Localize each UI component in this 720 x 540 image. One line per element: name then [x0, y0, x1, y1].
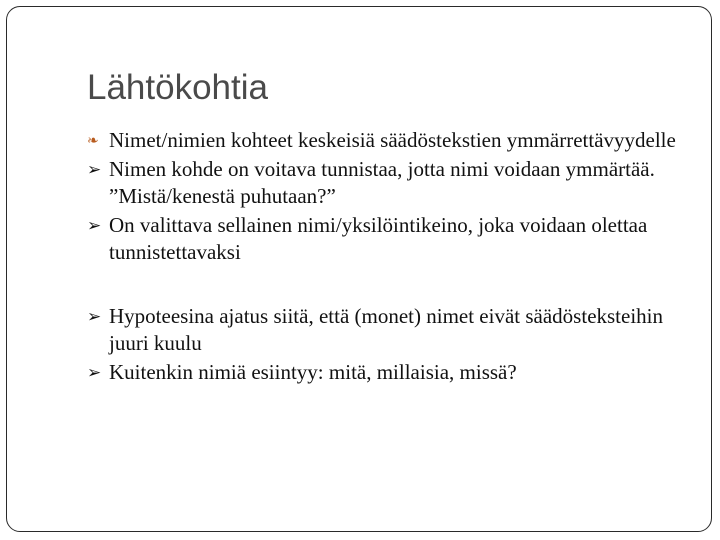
curl-icon: ❧ — [87, 134, 99, 149]
bullet-list — [87, 127, 687, 388]
arrow-icon: ➢ — [87, 363, 102, 383]
arrow-icon: ➢ — [87, 216, 102, 236]
bullet-item — [87, 212, 687, 266]
bullet-text: Nimet/nimien kohteet keskeisiä säädöstekstien ymmärrettävyydelle — [109, 128, 676, 152]
bullet-text: Hypoteesina ajatus siitä, että (monet) nimet eivät säädösteksteihin juuri kuulu — [109, 304, 664, 355]
slide-frame — [6, 6, 712, 532]
bullet-item — [87, 156, 687, 210]
slide-title: Lähtökohtia — [87, 68, 268, 107]
bullet-item — [87, 127, 687, 154]
arrow-icon: ➢ — [87, 307, 102, 327]
bullet-item — [87, 359, 687, 386]
bullet-text: Kuitenkin nimiä esiintyy: mitä, millaisia, missä? — [109, 360, 517, 384]
bullet-item — [87, 303, 687, 357]
arrow-icon: ➢ — [87, 160, 102, 180]
bullet-text: On valittava sellainen nimi/yksilöintikeino, joka voidaan olettaa tunnistettavaksi — [109, 213, 648, 264]
bullet-text: Nimen kohde on voitava tunnistaa, jotta nimi voidaan ymmärtää. ”Mistä/kenestä puhutaan?” — [109, 157, 655, 208]
